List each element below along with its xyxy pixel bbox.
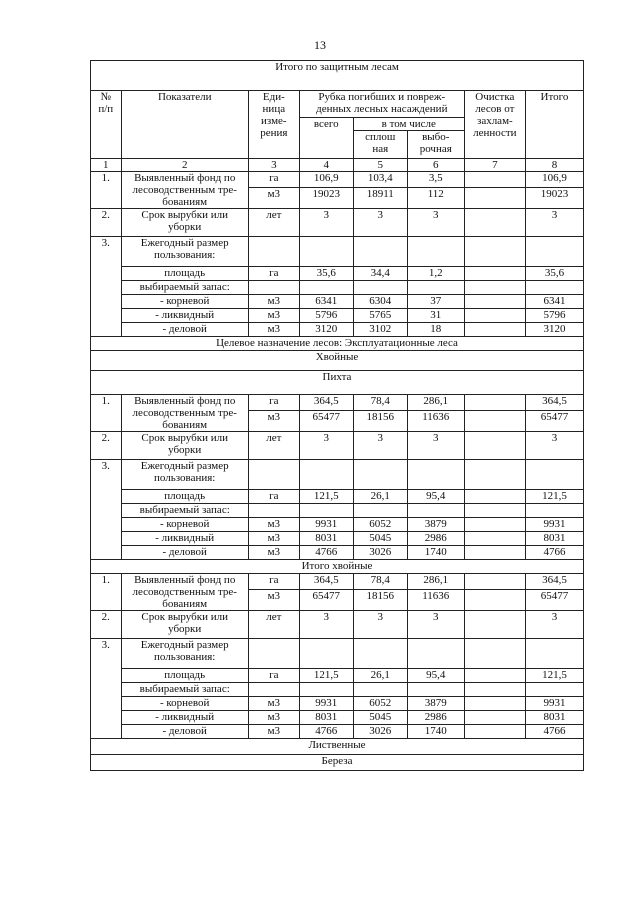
- value-total: 4766: [299, 725, 353, 739]
- indicator-liquid: - ликвидный: [121, 711, 248, 725]
- value-clear: 3102: [353, 323, 407, 337]
- value-total: 35,6: [299, 267, 353, 281]
- value-cleanup: [464, 395, 525, 411]
- col-number: 7: [464, 159, 525, 172]
- table-row: [91, 432, 584, 460]
- unit-cell: га: [248, 172, 299, 188]
- table-row: [91, 295, 584, 309]
- value-cleanup: [464, 711, 525, 725]
- empty-cell: [248, 504, 299, 518]
- table-row: [91, 574, 584, 590]
- empty-cell: [299, 683, 353, 697]
- value-sum: 4766: [525, 546, 583, 560]
- value-clear: 18911: [353, 188, 407, 209]
- value-clear: 18156: [353, 411, 407, 432]
- value-total: 65477: [299, 590, 353, 611]
- unit-cell: га: [248, 395, 299, 411]
- value-total: 9931: [299, 518, 353, 532]
- value-selective: 31: [407, 309, 464, 323]
- empty-cell: [248, 683, 299, 697]
- indicator-liquid: - ликвидный: [121, 532, 248, 546]
- page-number: 13: [314, 38, 326, 52]
- value-selective: 112: [407, 188, 464, 209]
- unit-cell: лет: [248, 611, 299, 639]
- indicator-root: - корневой: [121, 518, 248, 532]
- empty-cell: [464, 683, 525, 697]
- unit-cell: м3: [248, 188, 299, 209]
- value-sum: 3120: [525, 323, 583, 337]
- value-selective: 3: [407, 432, 464, 460]
- indicator-business: - деловой: [121, 323, 248, 337]
- table-row: [91, 237, 584, 267]
- value-cleanup: [464, 188, 525, 209]
- value-selective: 11636: [407, 411, 464, 432]
- unit-cell: м3: [248, 309, 299, 323]
- value-selective: 2986: [407, 711, 464, 725]
- empty-cell: [353, 504, 407, 518]
- value-sum: 9931: [525, 697, 583, 711]
- indicator-fund: Выявленный фонд по лесоводственным тре- бованиям: [121, 395, 248, 432]
- value-total: 19023: [299, 188, 353, 209]
- header-clear-cut: сплош ная: [353, 131, 407, 159]
- empty-cell: [525, 504, 583, 518]
- value-total: 364,5: [299, 574, 353, 590]
- empty-cell: [525, 237, 583, 267]
- table-row: [91, 683, 584, 697]
- value-selective: 37: [407, 295, 464, 309]
- value-cleanup: [464, 725, 525, 739]
- row-number: 1.: [91, 172, 122, 209]
- table-row: [91, 725, 584, 739]
- table-row: [91, 560, 584, 574]
- value-selective: 95,4: [407, 490, 464, 504]
- table-row: [91, 611, 584, 639]
- value-sum: 8031: [525, 532, 583, 546]
- row-number: 3.: [91, 237, 122, 337]
- empty-cell: [464, 504, 525, 518]
- empty-cell: [407, 639, 464, 669]
- value-sum: 8031: [525, 711, 583, 725]
- value-total: 121,5: [299, 669, 353, 683]
- unit-cell: м3: [248, 725, 299, 739]
- value-clear: 18156: [353, 590, 407, 611]
- value-clear: 3026: [353, 725, 407, 739]
- value-selective: 3879: [407, 518, 464, 532]
- indicator-business: - деловой: [121, 546, 248, 560]
- value-selective: 3: [407, 209, 464, 237]
- table-row: [91, 504, 584, 518]
- value-selective: 1,2: [407, 267, 464, 281]
- indicator-area: площадь: [121, 267, 248, 281]
- value-clear: 6304: [353, 295, 407, 309]
- section-conifers: Хвойные: [91, 351, 584, 371]
- unit-cell: га: [248, 574, 299, 590]
- empty-cell: [299, 237, 353, 267]
- indicator-term: Срок вырубки или уборки: [121, 432, 248, 460]
- value-sum: 3: [525, 611, 583, 639]
- indicator-term: Срок вырубки или уборки: [121, 611, 248, 639]
- table-row: [91, 351, 584, 371]
- unit-cell: м3: [248, 532, 299, 546]
- table-row: [91, 739, 584, 755]
- empty-cell: [464, 281, 525, 295]
- value-cleanup: [464, 490, 525, 504]
- value-sum: 121,5: [525, 490, 583, 504]
- empty-cell: [525, 639, 583, 669]
- empty-cell: [248, 237, 299, 267]
- value-total: 364,5: [299, 395, 353, 411]
- empty-cell: [248, 639, 299, 669]
- indicator-root: - корневой: [121, 295, 248, 309]
- value-selective: 3: [407, 611, 464, 639]
- empty-cell: [299, 281, 353, 295]
- table-row: [91, 267, 584, 281]
- value-clear: 5045: [353, 532, 407, 546]
- column-numbers-row: [91, 159, 584, 172]
- indicator-area: площадь: [121, 669, 248, 683]
- value-clear: 3: [353, 611, 407, 639]
- value-clear: 3: [353, 209, 407, 237]
- empty-cell: [407, 683, 464, 697]
- value-cleanup: [464, 669, 525, 683]
- table-row: [91, 546, 584, 560]
- value-sum: 65477: [525, 590, 583, 611]
- value-total: 106,9: [299, 172, 353, 188]
- indicator-stock: выбираемый запас:: [121, 683, 248, 697]
- table-row: [91, 697, 584, 711]
- value-sum: 9931: [525, 518, 583, 532]
- empty-cell: [248, 460, 299, 490]
- value-cleanup: [464, 590, 525, 611]
- value-total: 121,5: [299, 490, 353, 504]
- value-cleanup: [464, 411, 525, 432]
- value-sum: 364,5: [525, 574, 583, 590]
- unit-cell: м3: [248, 590, 299, 611]
- value-sum: 3: [525, 432, 583, 460]
- empty-cell: [407, 504, 464, 518]
- value-selective: 3,5: [407, 172, 464, 188]
- value-sum: 3: [525, 209, 583, 237]
- value-selective: 286,1: [407, 395, 464, 411]
- unit-cell: м3: [248, 518, 299, 532]
- header-selective: выбо- рочная: [407, 131, 464, 159]
- indicator-annual: Ежегодный размер пользования:: [121, 639, 248, 669]
- table-row: [91, 532, 584, 546]
- header-felling: Рубка погибших и повреж- денных лесных насаждений: [299, 91, 464, 118]
- unit-cell: га: [248, 267, 299, 281]
- value-clear: 103,4: [353, 172, 407, 188]
- value-cleanup: [464, 172, 525, 188]
- table-row: [91, 639, 584, 669]
- table-row: [91, 711, 584, 725]
- empty-cell: [525, 460, 583, 490]
- table-row: [91, 281, 584, 295]
- empty-cell: [407, 237, 464, 267]
- value-cleanup: [464, 209, 525, 237]
- value-clear: 3: [353, 432, 407, 460]
- unit-cell: м3: [248, 711, 299, 725]
- value-cleanup: [464, 697, 525, 711]
- col-number: 4: [299, 159, 353, 172]
- table-row: [91, 371, 584, 395]
- value-selective: 3879: [407, 697, 464, 711]
- table-row: [91, 518, 584, 532]
- unit-cell: м3: [248, 546, 299, 560]
- value-selective: 2986: [407, 532, 464, 546]
- indicator-stock: выбираемый запас:: [121, 281, 248, 295]
- empty-cell: [353, 639, 407, 669]
- indicator-fund: Выявленный фонд по лесоводственным тре- бованиям: [121, 172, 248, 209]
- unit-cell: га: [248, 669, 299, 683]
- col-number: 5: [353, 159, 407, 172]
- value-clear: 5045: [353, 711, 407, 725]
- table-row: [91, 172, 584, 188]
- header-total: Итого: [525, 91, 583, 159]
- value-cleanup: [464, 267, 525, 281]
- value-clear: 34,4: [353, 267, 407, 281]
- table-row: [91, 337, 584, 351]
- value-sum: 35,6: [525, 267, 583, 281]
- empty-cell: [525, 683, 583, 697]
- header-total-all: всего: [299, 118, 353, 159]
- value-total: 6341: [299, 295, 353, 309]
- value-cleanup: [464, 574, 525, 590]
- row-number: 2.: [91, 432, 122, 460]
- value-selective: 11636: [407, 590, 464, 611]
- value-selective: 95,4: [407, 669, 464, 683]
- table-row: [91, 395, 584, 411]
- empty-cell: [299, 639, 353, 669]
- row-number: 1.: [91, 574, 122, 611]
- table-row: [91, 490, 584, 504]
- table-row: [91, 460, 584, 490]
- value-sum: 5796: [525, 309, 583, 323]
- indicator-fund: Выявленный фонд по лесоводственным тре- бованиям: [121, 574, 248, 611]
- empty-cell: [525, 281, 583, 295]
- unit-cell: м3: [248, 295, 299, 309]
- header-indicator: Показатели: [121, 91, 248, 159]
- section-birch: Береза: [91, 755, 584, 771]
- header-unit: Еди- ница изме- рения: [248, 91, 299, 159]
- value-selective: 286,1: [407, 574, 464, 590]
- value-clear: 26,1: [353, 490, 407, 504]
- indicator-liquid: - ликвидный: [121, 309, 248, 323]
- section-deciduous: Лиственные: [91, 739, 584, 755]
- row-number: 1.: [91, 395, 122, 432]
- value-selective: 1740: [407, 725, 464, 739]
- value-cleanup: [464, 532, 525, 546]
- header-cleanup: Очистка лесов от захлам- ленности: [464, 91, 525, 159]
- value-total: 5796: [299, 309, 353, 323]
- table-row: [91, 309, 584, 323]
- value-clear: 78,4: [353, 574, 407, 590]
- value-cleanup: [464, 611, 525, 639]
- empty-cell: [353, 281, 407, 295]
- value-cleanup: [464, 546, 525, 560]
- section-fir: Пихта: [91, 371, 584, 395]
- section-title-protective: Итого по защитным лесам: [91, 61, 584, 91]
- empty-cell: [464, 639, 525, 669]
- col-number: 2: [121, 159, 248, 172]
- empty-cell: [407, 460, 464, 490]
- unit-cell: м3: [248, 697, 299, 711]
- value-clear: 26,1: [353, 669, 407, 683]
- value-sum: 65477: [525, 411, 583, 432]
- value-sum: 364,5: [525, 395, 583, 411]
- header-including: в том числе: [353, 118, 464, 131]
- value-clear: 6052: [353, 518, 407, 532]
- value-clear: 5765: [353, 309, 407, 323]
- empty-cell: [248, 281, 299, 295]
- value-cleanup: [464, 295, 525, 309]
- empty-cell: [353, 237, 407, 267]
- unit-cell: лет: [248, 209, 299, 237]
- value-clear: 78,4: [353, 395, 407, 411]
- row-number: 2.: [91, 611, 122, 639]
- indicator-stock: выбираемый запас:: [121, 504, 248, 518]
- table-row: [91, 669, 584, 683]
- unit-cell: лет: [248, 432, 299, 460]
- unit-cell: га: [248, 490, 299, 504]
- value-cleanup: [464, 309, 525, 323]
- value-total: 3: [299, 432, 353, 460]
- unit-cell: м3: [248, 323, 299, 337]
- value-selective: 1740: [407, 546, 464, 560]
- table-row: [91, 755, 584, 771]
- value-total: 3120: [299, 323, 353, 337]
- value-cleanup: [464, 518, 525, 532]
- empty-cell: [353, 683, 407, 697]
- value-total: 4766: [299, 546, 353, 560]
- value-sum: 4766: [525, 725, 583, 739]
- indicator-area: площадь: [121, 490, 248, 504]
- value-sum: 6341: [525, 295, 583, 309]
- table-row: [91, 323, 584, 337]
- value-total: 9931: [299, 697, 353, 711]
- value-cleanup: [464, 323, 525, 337]
- value-cleanup: [464, 432, 525, 460]
- value-clear: 6052: [353, 697, 407, 711]
- col-number: 1: [91, 159, 122, 172]
- empty-cell: [464, 460, 525, 490]
- empty-cell: [407, 281, 464, 295]
- section-total-conifers: Итого хвойные: [91, 560, 584, 574]
- value-total: 3: [299, 209, 353, 237]
- indicator-root: - корневой: [121, 697, 248, 711]
- value-sum: 19023: [525, 188, 583, 209]
- value-total: 8031: [299, 711, 353, 725]
- row-number: 3.: [91, 639, 122, 739]
- value-sum: 121,5: [525, 669, 583, 683]
- value-total: 3: [299, 611, 353, 639]
- table-row: [91, 209, 584, 237]
- forest-use-table: [90, 60, 584, 771]
- indicator-business: - деловой: [121, 725, 248, 739]
- value-total: 65477: [299, 411, 353, 432]
- indicator-annual: Ежегодный размер пользования:: [121, 237, 248, 267]
- indicator-term: Срок вырубки или уборки: [121, 209, 248, 237]
- col-number: 8: [525, 159, 583, 172]
- empty-cell: [299, 504, 353, 518]
- col-number: 3: [248, 159, 299, 172]
- empty-cell: [464, 237, 525, 267]
- header-num: № п/п: [91, 91, 122, 159]
- value-clear: 3026: [353, 546, 407, 560]
- value-selective: 18: [407, 323, 464, 337]
- section-purpose: Целевое назначение лесов: Эксплуатационные леса: [91, 337, 584, 351]
- unit-cell: м3: [248, 411, 299, 432]
- value-total: 8031: [299, 532, 353, 546]
- empty-cell: [299, 460, 353, 490]
- indicator-annual: Ежегодный размер пользования:: [121, 460, 248, 490]
- row-number: 2.: [91, 209, 122, 237]
- value-sum: 106,9: [525, 172, 583, 188]
- empty-cell: [353, 460, 407, 490]
- row-number: 3.: [91, 460, 122, 560]
- col-number: 6: [407, 159, 464, 172]
